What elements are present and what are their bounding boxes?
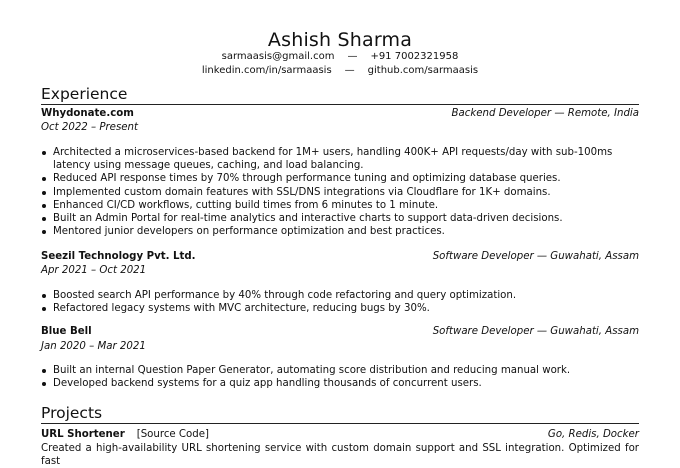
bullet-dot-icon <box>42 382 46 386</box>
candidate-name: Ashish Sharma <box>267 29 413 51</box>
bullet-dot-icon <box>42 191 46 195</box>
entry-role: Backend Developer — Remote, India <box>451 108 639 119</box>
entry-org: Whydonate.com <box>41 108 134 119</box>
bullet-item <box>41 302 639 315</box>
entry-role: Software Developer — Guwahati, Assam <box>432 326 639 337</box>
contact-row-2 <box>0 64 680 77</box>
source-code-link[interactable]: [Source Code] <box>136 429 209 440</box>
contact-separator: — <box>347 51 358 62</box>
entry-role: Software Developer — Guwahati, Assam <box>432 251 639 262</box>
bullet-dot-icon <box>42 369 46 373</box>
bullet-text: Implemented custom domain features with SSL/DNS integrations via Cloudflare for 1K+ domains. <box>53 186 551 198</box>
bullet-item <box>41 225 639 238</box>
project-tech: Go, Redis, Docker <box>547 429 639 440</box>
entry-dates: Oct 2022 – Present <box>41 122 138 133</box>
contact-separator: — <box>344 65 355 76</box>
bullet-dot-icon <box>42 151 46 155</box>
bullet-item <box>41 364 639 377</box>
bullet-item <box>41 146 639 172</box>
section-title-projects: Projects <box>41 404 103 422</box>
bullet-text: Reduced API response times by 70% through performance tuning and optimizing database queries. <box>53 173 561 185</box>
bullet-text: Mentored junior developers on performance optimization and best practices. <box>53 226 445 238</box>
bullet-item <box>41 199 639 212</box>
project-title <box>41 428 209 442</box>
phone-text: +91 7002321958 <box>370 51 459 62</box>
bullet-text: Developed backend systems for a quiz app handling thousands of concurrent users. <box>53 378 482 390</box>
bullet-item <box>41 377 639 390</box>
bullet-dot-icon <box>42 217 46 221</box>
project-description: Created a high-availability URL shortening service with custom domain support and SSL integration. Optimized for fast <box>41 443 639 468</box>
bullet-text: Enhanced CI/CD workflows, cutting build times from 6 minutes to 1 minute. <box>53 199 439 211</box>
section-divider <box>41 104 639 105</box>
bullet-text: Boosted search API performance by 40% through code refactoring and query optimization. <box>53 290 517 301</box>
bullet-list <box>41 364 639 390</box>
email-link[interactable]: sarmaasis@gmail.com <box>221 51 335 62</box>
entry-org: Blue Bell <box>41 326 92 337</box>
section-title-experience: Experience <box>41 85 128 103</box>
linkedin-link[interactable]: linkedin.com/in/sarmaasis <box>201 65 332 76</box>
entry-org: Seezil Technology Pvt. Ltd. <box>41 251 196 262</box>
github-link[interactable]: github.com/sarmaasis <box>367 65 479 76</box>
bullet-list <box>41 289 639 315</box>
bullet-text: Refactored legacy systems with MVC architecture, reducing bugs by 30%. <box>53 303 430 315</box>
bullet-dot-icon <box>42 204 46 208</box>
bullet-item <box>41 289 639 302</box>
bullet-dot-icon <box>42 230 46 234</box>
bullet-dot-icon <box>42 307 46 311</box>
section-divider <box>41 423 639 424</box>
project-name: URL Shortener <box>41 429 125 440</box>
bullet-text: Architected a microservices-based backend for 1M+ users, handling 400K+ API requests/day with sub-100ms latency using message queues, caching, and load balancing. <box>53 147 613 172</box>
bullet-item <box>41 186 639 199</box>
contact-row-1 <box>0 50 680 63</box>
bullet-item <box>41 212 639 225</box>
bullet-dot-icon <box>42 177 46 181</box>
bullet-list <box>41 146 639 238</box>
bullet-item <box>41 172 639 185</box>
entry-dates: Jan 2020 – Mar 2021 <box>41 341 146 352</box>
bullet-text: Built an Admin Portal for real-time analytics and interactive charts to support data-driven decisions. <box>53 213 563 225</box>
bullet-dot-icon <box>42 294 46 298</box>
entry-dates: Apr 2021 – Oct 2021 <box>41 265 147 276</box>
bullet-text: Built an internal Question Paper Generator, automating score distribution and reducing manual work. <box>53 365 571 376</box>
